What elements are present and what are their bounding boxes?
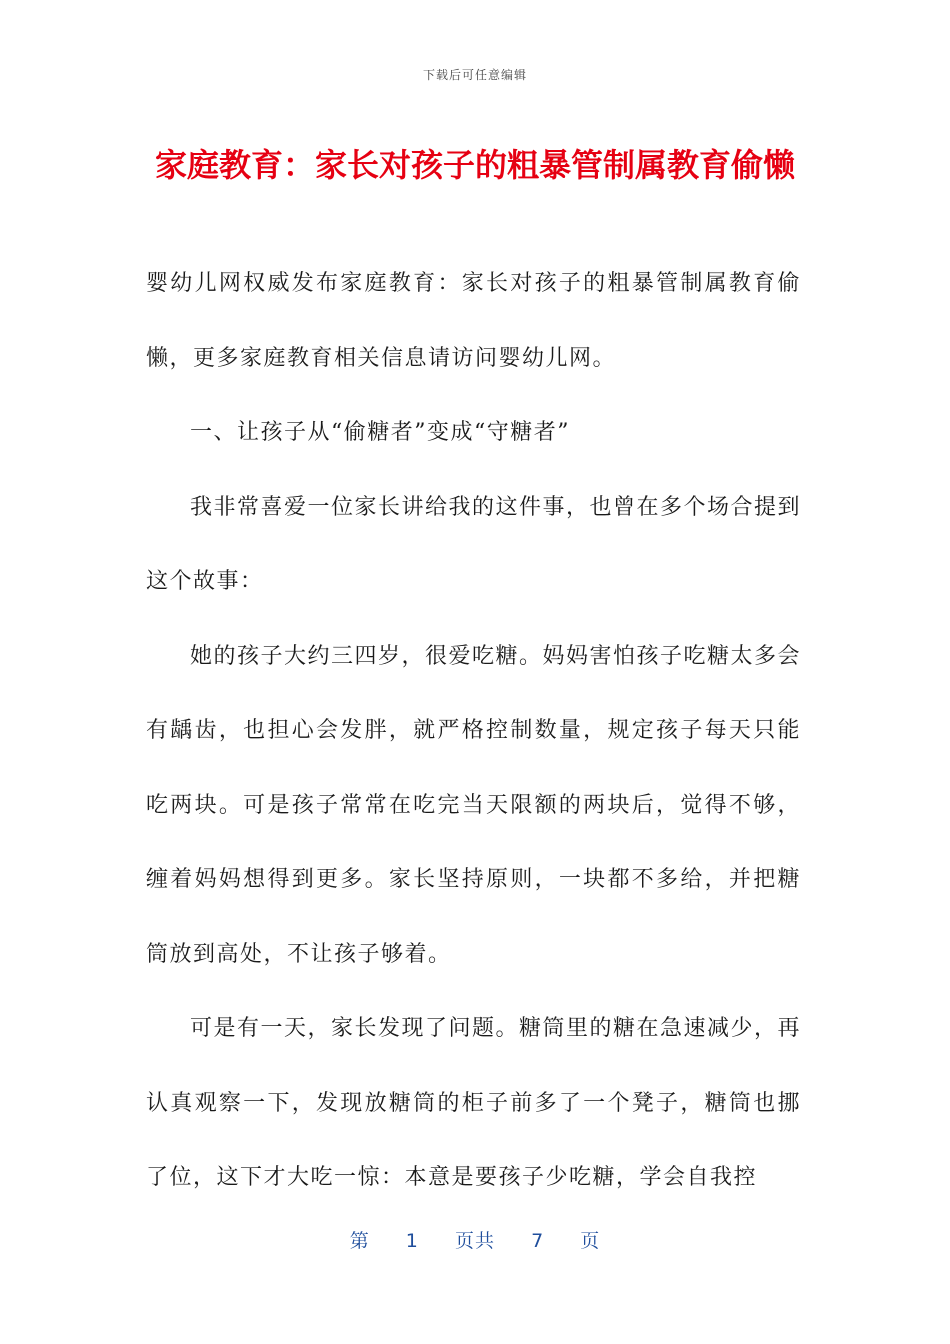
paragraph: 可是有一天，家长发现了问题。糖筒里的糖在急速减少，再认真观察一下，发现放糖筒的柜子前多了一个凳子，糖筒也挪了位，这下才大吃一惊：本意是要孩子少吃糖，学会自我控 bbox=[146, 1016, 802, 1190]
paragraph-intro: 婴幼儿网权威发布家庭教育：家长对孩子的粗暴管制属教育偷懒，更多家庭教育相关信息请访问婴幼儿网。 bbox=[146, 271, 801, 371]
paragraph: 她的孩子大约三四岁，很爱吃糖。妈妈害怕孩子吃糖太多会有龋齿，也担心会发胖，就严格控制数量，规定孩子每天只能吃两块。可是孩子常常在吃完当天限额的两块后，觉得不够，缠着妈妈想得到更多。家长坚持原则，一块都不多给，并把糖筒放到高处，不让孩子够着。 bbox=[146, 643, 802, 967]
footer-current-page: 1 bbox=[405, 1230, 419, 1252]
section-heading: 一、让孩子从“偷糖者”变成“守糖者” bbox=[190, 420, 570, 445]
page-header-note: 下载后可任意编辑 bbox=[422, 68, 527, 82]
footer-total-pages: 7 bbox=[531, 1230, 545, 1252]
document-body bbox=[146, 247, 801, 1216]
paragraph: 我非常喜爱一位家长讲给我的这件事，也曾在多个场合提到这个故事： bbox=[146, 494, 802, 594]
footer-label-page-of: 页共 bbox=[454, 1230, 495, 1252]
footer-label-page: 第 bbox=[349, 1230, 370, 1252]
page-footer bbox=[0, 1226, 950, 1253]
footer-label-page-end: 页 bbox=[580, 1230, 601, 1252]
document-title: 家庭教育：家长对孩子的粗暴管制属教育偷懒 bbox=[154, 146, 795, 184]
